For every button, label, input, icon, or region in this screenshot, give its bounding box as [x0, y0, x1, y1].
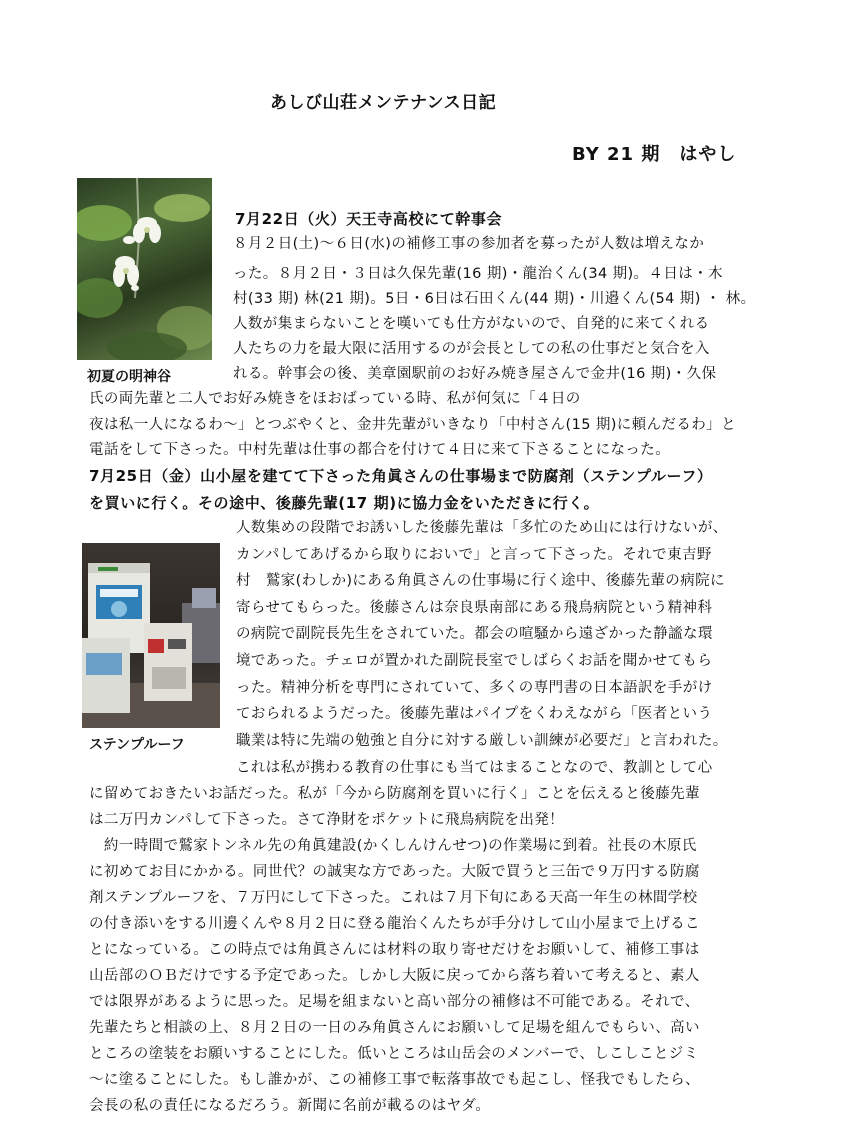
body-line: ８月２日(土)～６日(水)の補修工事の参加者を募ったが人数は増えなか: [233, 236, 705, 252]
flower-photo: [77, 178, 212, 360]
body-line: 村(33 期) 林(21 期)。5日・6日は石田くん(44 期)・川邉くん(54 期) ・ 林。: [233, 291, 756, 307]
body-line: ～に塗ることにした。もし誰かが、この補修工事で転落事故でも起こし、怪我でもしたら、: [89, 1072, 700, 1088]
photo-caption: 初夏の明神谷: [87, 369, 171, 385]
article-title: あしび山荘メンテナンス日記: [270, 93, 497, 113]
body-line: ところの塗装をお願いすることにした。低いところは山岳会のメンバーで、しこしことジミ: [89, 1046, 699, 1062]
body-line: 電話をして下さった。中村先輩は仕事の都合を付けて４日に来て下さることになった。: [89, 442, 671, 458]
body-line: の付き添いをする川邊くんや８月２日に登る龍治くんたちが手分けして山小屋まで上げるこ: [89, 916, 700, 932]
body-line: 先輩たちと相談の上、８月２日の一日のみ角眞さんにお願いして足場を組んでもらい、高い: [89, 1020, 700, 1036]
body-line: 職業は特に先端の勉強と自分に対する厳しい訓練が必要だ」と言われた。: [236, 733, 728, 749]
body-line: では限界があるように思った。足場を組まないと高い部分の補修は不可能である。それで、: [89, 994, 700, 1010]
body-line: は二万円カンパして下さった。さて浄財をポケットに飛鳥病院を出発！: [89, 812, 565, 828]
author-byline: BY 21 期 はやし: [572, 144, 737, 165]
body-line: これは私が携わる教育の仕事にも当てはまることなので、教訓として心: [236, 760, 713, 776]
body-line: 山岳部のＯＢだけでする予定であった。しかし大阪に戻ってから落ち着いて考えると、素人: [89, 968, 700, 984]
body-line: 約一時間で鷲家トンネル先の角眞建設(かくしんけんせつ)の作業場に到着。社長の木原氏: [89, 838, 697, 854]
body-line: ておられるようだった。後藤先輩はパイプをくわえながら「医者という: [236, 706, 713, 722]
section-heading: 7月25日（金）山小屋を建てて下さった角眞さんの仕事場まで防腐剤（ステンプルーフ）: [89, 467, 713, 485]
body-line: 会長の私の責任になるだろう。新聞に名前が載るのはヤダ。: [89, 1098, 491, 1114]
body-line: の病院で副院長先生をされていた。都会の喧騒から遠ざかった静謐な環: [236, 626, 713, 642]
body-line: 寄らせてもらった。後藤さんは奈良県南部にある飛鳥病院という精神科: [236, 600, 713, 616]
body-line: 境であった。チェロが置かれた副院長室でしばらくお話を聞かせてもら: [236, 653, 713, 669]
body-line: に留めておきたいお話だった。私が「今から防腐剤を買いに行く」ことを伝えると後藤先輩: [89, 786, 700, 802]
body-line: 人数集めの段階でお誘いした後藤先輩は「多忙のため山には行けないが、: [236, 520, 728, 536]
body-line: 剤ステンプルーフを、７万円にして下さった。これは７月下旬にある天高一年生の林間学校: [89, 890, 698, 906]
section-heading: を買いに行く。その途中、後藤先輩(17 期)に協力金をいただきに行く。: [89, 494, 600, 512]
body-line: れる。幹事会の後、美章園駅前のお好み焼き屋さんで金井(16 期)・久保: [233, 366, 717, 382]
body-line: カンパしてあげるから取りにおいで」と言って下さった。それで東吉野: [236, 547, 712, 563]
body-line: った。８月２日・３日は久保先輩(16 期)・龍治くん(34 期)。４日は・木: [233, 266, 723, 282]
photo-caption: ステンプルーフ: [89, 737, 185, 753]
body-line: 夜は私一人になるわ～」とつぶやくと、金井先輩がいきなり「中村さん(15 期)に頼んだるわ」と: [89, 417, 736, 433]
paint-cans-photo: [82, 543, 220, 728]
body-line: 氏の両先輩と二人でお好み焼きをほおばっている時、私が何気に「４日の: [89, 391, 581, 407]
body-line: 人数が集まらないことを嘆いても仕方がないので、自発的に来てくれる: [233, 316, 710, 332]
body-line: った。精神分析を専門にされていて、多くの専門書の日本語訳を手がけ: [236, 680, 713, 696]
body-line: 人たちの力を最大限に活用するのが会長としての私の仕事だと気合を入: [233, 341, 710, 357]
body-line: とになっている。この時点では角眞さんには材料の取り寄せだけをお願いして、補修工事は: [89, 942, 700, 958]
section-heading: 7月22日（火）天王寺高校にて幹事会: [235, 210, 503, 228]
body-line: 村 鷲家(わしか)にある角眞さんの仕事場に行く途中、後藤先輩の病院に: [236, 573, 725, 589]
body-line: に初めてお目にかかる。同世代？の誠実な方であった。大阪で買うと三缶で９万円する防腐: [89, 864, 700, 880]
